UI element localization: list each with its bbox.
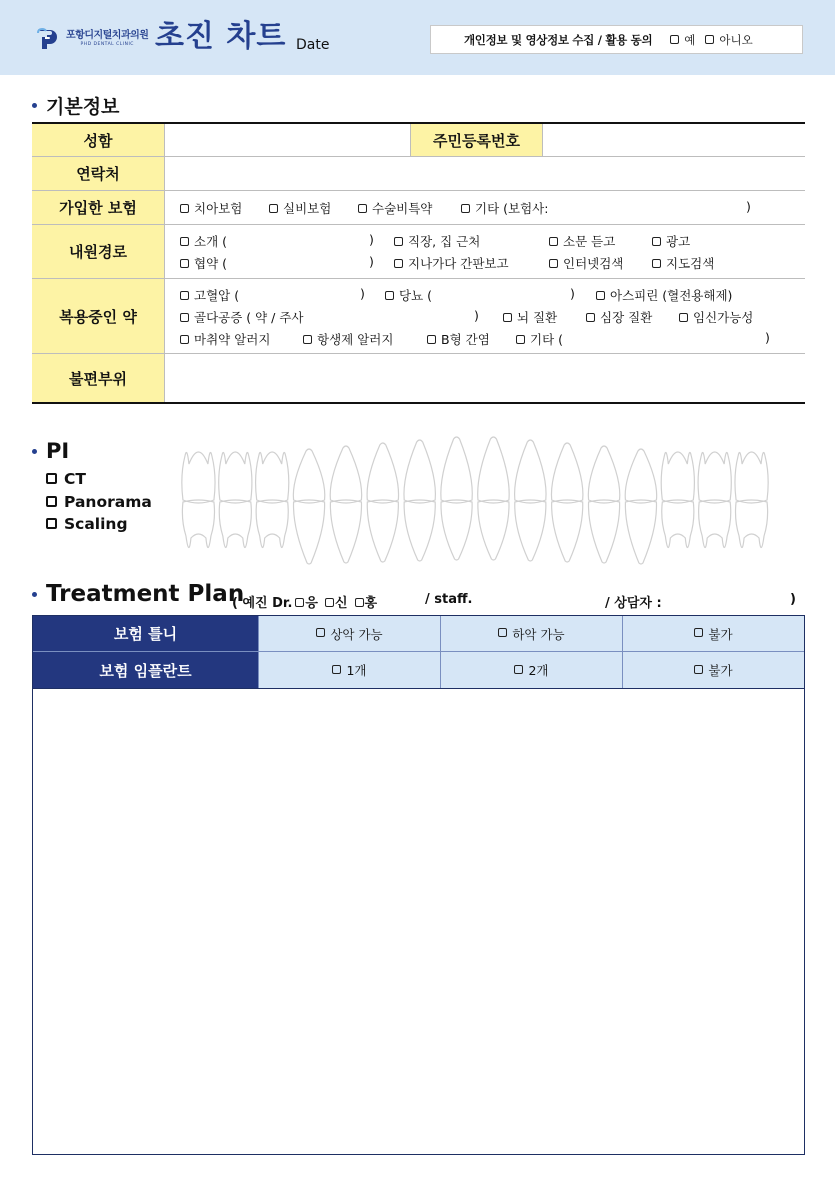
upper-tooth-outline[interactable] [588, 446, 619, 503]
implant-row [33, 652, 804, 688]
upper-tooth-outline[interactable] [182, 452, 215, 503]
medication-row [32, 279, 805, 354]
med-option-other[interactable] [516, 330, 563, 348]
lower-tooth-outline[interactable] [699, 500, 731, 548]
lower-tooth-outline[interactable] [404, 500, 435, 561]
pi-heading [32, 439, 69, 463]
notes-area[interactable] [32, 688, 805, 1155]
close-paren: ) [360, 286, 365, 301]
basic-info-table [32, 122, 805, 404]
name-field[interactable] [165, 124, 410, 156]
consent-text: 개인정보 및 영상정보 수집 / 활용 동의 [464, 32, 653, 47]
lower-tooth-outline[interactable] [367, 500, 398, 562]
contact-row [32, 157, 805, 191]
lower-tooth-outline[interactable] [182, 500, 214, 548]
option-label: 불가 [708, 626, 733, 642]
checkbox-icon[interactable] [549, 237, 558, 246]
option-label: 임신가능성 [693, 310, 754, 325]
pi-title: PI [46, 439, 70, 463]
denture-option-none[interactable] [622, 616, 804, 651]
pi-item-panorama[interactable] [46, 491, 152, 514]
option-label: 심장 질환 [600, 310, 653, 325]
lower-tooth-outline[interactable] [441, 500, 472, 560]
visit-option-referral[interactable] [180, 232, 227, 250]
option-label: 인터넷검색 [563, 256, 624, 271]
checkbox-icon[interactable] [180, 313, 189, 322]
option-label: 항생제 알러지 [317, 332, 394, 347]
med-option-anesthetic-allergy[interactable] [180, 330, 270, 348]
option-label: 1개 [346, 663, 367, 678]
upper-tooth-outline[interactable] [293, 449, 324, 503]
checkbox-icon[interactable] [325, 598, 334, 607]
checkbox-icon[interactable] [596, 291, 605, 300]
option-label: 상악 가능 [330, 626, 383, 642]
checkbox-icon[interactable] [180, 291, 189, 300]
pi-list [46, 468, 152, 536]
consent-no-option[interactable] [705, 32, 752, 48]
checkbox-icon[interactable] [586, 313, 595, 322]
contact-field[interactable] [165, 157, 805, 190]
visit-option-internet[interactable] [549, 254, 623, 272]
visit-option-word-of-mouth[interactable] [549, 232, 615, 250]
visit-option-map[interactable] [652, 254, 714, 272]
option-label: 수술비특약 [372, 201, 433, 216]
lower-tooth-outline[interactable] [478, 500, 509, 560]
bullet-icon [32, 449, 37, 454]
lower-tooth-outline[interactable] [736, 500, 768, 548]
implant-option-one[interactable] [258, 652, 440, 688]
close-paren: ) [790, 592, 796, 607]
doctor-line [232, 592, 377, 611]
checkbox-icon[interactable] [461, 204, 470, 213]
lower-tooth-outline[interactable] [219, 500, 251, 548]
consent-no-label: 아니오 [719, 32, 753, 47]
doctor-option-shin[interactable] [325, 592, 348, 611]
visit-route-label: 내원경로 [32, 225, 165, 278]
resident-number-field[interactable] [543, 124, 805, 156]
basic-info-title: 기본정보 [46, 96, 120, 118]
visit-route-options [165, 225, 805, 278]
close-paren: ) [765, 330, 770, 345]
checkbox-icon[interactable] [385, 291, 394, 300]
denture-option-lower[interactable] [440, 616, 622, 651]
checkbox-icon[interactable] [652, 237, 661, 246]
treatment-plan-heading [32, 581, 244, 607]
checkbox-icon[interactable] [46, 518, 57, 529]
insurance-label: 가입한 보험 [32, 191, 165, 224]
clinic-name: 포항디지털치과의원 [66, 30, 149, 41]
upper-tooth-outline[interactable] [625, 449, 656, 503]
insurance-option-indemnity[interactable] [269, 199, 331, 217]
lower-tooth-outline[interactable] [589, 500, 620, 563]
checkbox-icon[interactable] [295, 598, 304, 607]
pi-item-label: Scaling [64, 515, 128, 533]
med-option-hepatitis-b[interactable] [427, 330, 490, 348]
med-option-heart[interactable] [586, 308, 652, 326]
bullet-icon [32, 103, 37, 108]
upper-tooth-outline[interactable] [661, 452, 694, 503]
checkbox-icon[interactable] [652, 259, 661, 268]
option-label: 고혈압 ( [194, 288, 240, 303]
checkbox-icon[interactable] [269, 204, 278, 213]
insurance-option-surgery[interactable] [358, 199, 432, 217]
upper-tooth-outline[interactable] [367, 443, 398, 503]
clinic-logo [36, 27, 148, 51]
clinic-subname: PHD DENTAL CLINIC [80, 42, 134, 47]
checkbox-icon[interactable] [514, 665, 523, 674]
lower-tooth-outline[interactable] [625, 500, 656, 564]
visit-option-nearby[interactable] [394, 232, 480, 250]
insurance-option-dental[interactable] [180, 199, 242, 217]
checkbox-icon[interactable] [180, 204, 189, 213]
visit-route-row [32, 225, 805, 279]
pi-item-scaling[interactable] [46, 513, 152, 536]
consent-yes-option[interactable] [670, 32, 695, 48]
tooth-chart[interactable] [180, 418, 770, 568]
med-option-hypertension[interactable] [180, 286, 239, 304]
counselor-label[interactable]: / 상담자 : [605, 596, 662, 611]
basic-info-heading [32, 92, 119, 119]
checkbox-icon[interactable] [46, 496, 57, 507]
checkbox-icon[interactable] [679, 313, 688, 322]
option-label: 2개 [528, 663, 549, 678]
implant-option-two[interactable] [440, 652, 622, 688]
checkbox-icon[interactable] [694, 628, 703, 637]
upper-tooth-outline[interactable] [441, 437, 472, 503]
doctor-prefix: ( 예진 Dr. [232, 596, 293, 611]
checkbox-icon[interactable] [303, 335, 312, 344]
upper-tooth-outline[interactable] [219, 452, 252, 503]
close-paren: ) [369, 254, 374, 269]
treatment-plan-title: Treatment Plan [46, 581, 245, 607]
lower-tooth-outline[interactable] [552, 500, 583, 562]
upper-tooth-outline[interactable] [735, 452, 768, 503]
upper-teeth[interactable] [182, 437, 768, 503]
checkbox-icon[interactable] [516, 335, 525, 344]
upper-tooth-outline[interactable] [515, 440, 546, 503]
option-label: 치아보험 [194, 201, 243, 216]
checkbox-icon[interactable] [316, 628, 325, 637]
option-label: 기타 (보험사: [475, 201, 549, 216]
page-title: 초진 차트 [155, 19, 287, 54]
option-label: 골다공증 ( 약 / 주사 [194, 310, 304, 325]
pi-item-label: Panorama [64, 492, 152, 511]
med-option-pregnancy[interactable] [679, 308, 753, 326]
date-label[interactable]: Date [296, 37, 330, 53]
upper-tooth-outline[interactable] [330, 446, 361, 503]
option-label: 마취약 알러지 [194, 332, 271, 347]
doctor-label: 홍 [364, 596, 378, 611]
denture-option-upper[interactable] [258, 616, 440, 651]
option-label: 당뇨 ( [399, 288, 433, 303]
upper-tooth-outline[interactable] [551, 443, 582, 503]
checkbox-icon[interactable] [358, 204, 367, 213]
denture-label: 보험 틀니 [33, 616, 258, 651]
option-label: 지나가다 간판보고 [408, 256, 509, 271]
checkbox-icon[interactable] [394, 237, 403, 246]
staff-label[interactable]: / staff. [425, 592, 473, 607]
lower-tooth-outline[interactable] [330, 500, 361, 563]
upper-tooth-outline[interactable] [478, 437, 509, 503]
med-option-osteoporosis[interactable] [180, 308, 304, 326]
doctor-label: 응 [305, 596, 318, 611]
upper-tooth-outline[interactable] [404, 440, 435, 503]
header-band [0, 0, 835, 75]
lower-tooth-outline[interactable] [662, 500, 694, 548]
medication-options [165, 279, 805, 353]
med-option-aspirin[interactable] [596, 286, 732, 304]
checkbox-icon[interactable] [180, 237, 189, 246]
option-label: B형 간염 [441, 332, 490, 347]
name-label: 성함 [32, 124, 165, 156]
lower-tooth-outline[interactable] [515, 500, 546, 561]
medication-label: 복용중인 약 [32, 279, 165, 353]
option-label: 뇌 질환 [517, 310, 558, 325]
implant-option-none[interactable] [622, 652, 804, 688]
insurance-options [165, 191, 805, 224]
checkbox-icon[interactable] [705, 35, 714, 44]
bullet-icon [32, 592, 37, 597]
visit-option-signboard[interactable] [394, 254, 509, 272]
visit-option-partnership[interactable] [180, 254, 227, 272]
upper-tooth-outline[interactable] [698, 452, 731, 503]
discomfort-field[interactable] [165, 354, 805, 402]
discomfort-row [32, 354, 805, 402]
checkbox-icon[interactable] [503, 313, 512, 322]
option-label: 하악 가능 [512, 626, 565, 642]
lower-teeth[interactable] [182, 500, 767, 564]
option-label: 지도검색 [666, 256, 715, 271]
denture-row [33, 616, 804, 652]
checkbox-icon[interactable] [694, 665, 703, 674]
checkbox-icon[interactable] [355, 598, 364, 607]
option-label: 소개 ( [194, 234, 228, 249]
resident-number-label: 주민등록번호 [410, 124, 543, 156]
upper-tooth-outline[interactable] [256, 452, 289, 503]
doctor-option-hong[interactable] [355, 592, 378, 611]
option-label: 불가 [708, 663, 733, 678]
med-option-diabetes[interactable] [385, 286, 432, 304]
checkbox-icon[interactable] [427, 335, 436, 344]
clinic-logo-icon [36, 27, 60, 51]
option-label: 실비보험 [283, 201, 332, 216]
visit-option-ad[interactable] [652, 232, 690, 250]
insurance-row [32, 191, 805, 225]
option-label: 소문 듣고 [563, 234, 616, 249]
option-label: 광고 [666, 234, 691, 249]
close-paren: ) [474, 308, 479, 323]
doctor-option-eung[interactable] [295, 592, 318, 611]
checkbox-icon[interactable] [498, 628, 507, 637]
option-label: 협약 ( [194, 256, 228, 271]
lower-tooth-outline[interactable] [256, 500, 288, 548]
checkbox-icon[interactable] [180, 259, 189, 268]
option-label: 기타 ( [530, 332, 564, 347]
treatment-plan-table [32, 615, 805, 689]
doctor-label: 신 [334, 596, 348, 611]
checkbox-icon[interactable] [46, 473, 57, 484]
checkbox-icon[interactable] [332, 665, 341, 674]
consent-box [430, 25, 803, 54]
insurance-close-paren: ) [746, 199, 751, 214]
pi-item-ct[interactable] [46, 468, 152, 491]
contact-label: 연락처 [32, 157, 165, 190]
checkbox-icon[interactable] [180, 335, 189, 344]
close-paren: ) [369, 232, 374, 247]
checkbox-icon[interactable] [394, 259, 403, 268]
med-option-brain[interactable] [503, 308, 557, 326]
pi-item-label: CT [64, 470, 86, 488]
name-row [32, 124, 805, 157]
lower-tooth-outline[interactable] [294, 500, 325, 564]
consent-yes-label: 예 [684, 32, 696, 47]
option-label: 직장, 집 근처 [408, 234, 481, 249]
option-label: 아스피린 (혈전용해제) [610, 288, 733, 303]
med-option-antibiotic-allergy[interactable] [303, 330, 393, 348]
checkbox-icon[interactable] [670, 35, 679, 44]
checkbox-icon[interactable] [549, 259, 558, 268]
close-paren: ) [570, 286, 575, 301]
insurance-option-other[interactable] [461, 199, 548, 217]
implant-label: 보험 임플란트 [33, 652, 258, 688]
discomfort-label: 불편부위 [32, 354, 165, 402]
